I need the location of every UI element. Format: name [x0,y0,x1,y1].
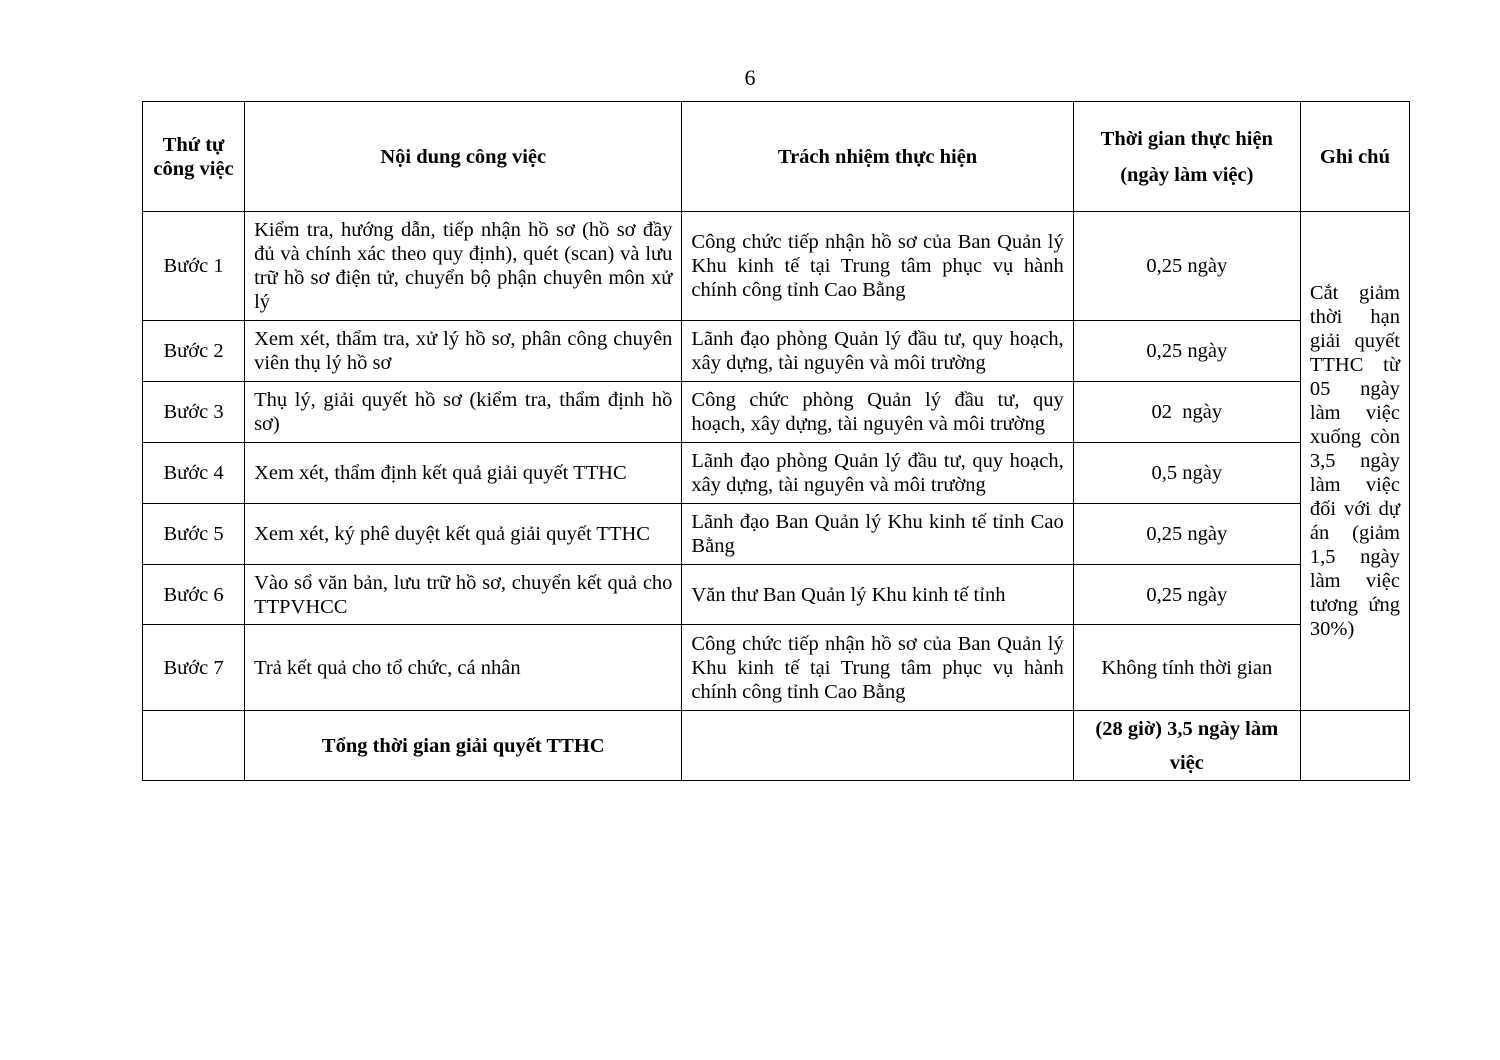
step-time: 02 ngày [1073,382,1300,443]
header-order: Thứ tự công việc [143,102,245,212]
step-time: Không tính thời gian [1073,625,1300,711]
table-row [143,504,1410,565]
total-label: Tổng thời gian giải quyết TTHC [245,711,682,781]
step-responsibility: Lãnh đạo phòng Quản lý đầu tư, quy hoạch, xây dựng, tài nguyên và môi trường [682,443,1073,504]
step-label: Bước 3 [143,382,245,443]
procedure-table [142,101,1410,781]
step-content: Trả kết quả cho tổ chức, cá nhân [245,625,682,711]
step-time: 0,25 ngày [1073,565,1300,625]
step-label: Bước 6 [143,565,245,625]
total-time: (28 giờ) 3,5 ngày làm việc [1073,711,1300,781]
step-content: Kiểm tra, hướng dẫn, tiếp nhận hồ sơ (hồ sơ đầy đủ và chính xác theo quy định), quét (scan) và lưu trữ hồ sơ điện tử, chuyển bộ phận chuyên môn xử lý [245,212,682,321]
step-responsibility: Công chức tiếp nhận hồ sơ của Ban Quản lý Khu kinh tế tại Trung tâm phục vụ hành chính công tỉnh Cao Bằng [682,212,1073,321]
table-row [143,382,1410,443]
step-responsibility: Lãnh đạo phòng Quản lý đầu tư, quy hoạch, xây dựng, tài nguyên và môi trường [682,321,1073,382]
step-responsibility: Công chức phòng Quản lý đầu tư, quy hoạch, xây dựng, tài nguyên và môi trường [682,382,1073,443]
table-row [143,212,1410,321]
header-time-line1: Thời gian thực hiện [1100,127,1273,150]
table-row [143,443,1410,504]
table-row [143,565,1410,625]
step-label: Bước 2 [143,321,245,382]
table-row [143,625,1410,711]
step-label: Bước 4 [143,443,245,504]
step-content: Thụ lý, giải quyết hồ sơ (kiểm tra, thẩm định hồ sơ) [245,382,682,443]
step-label: Bước 7 [143,625,245,711]
step-responsibility: Văn thư Ban Quản lý Khu kinh tế tỉnh [682,565,1073,625]
header-time-line2: (ngày làm việc) [1120,163,1254,186]
header-content: Nội dung công việc [245,102,682,212]
table-header-row [143,102,1410,212]
page-number: 6 [744,65,756,90]
step-content: Xem xét, thẩm định kết quả giải quyết TTHC [245,443,682,504]
step-content: Vào sổ văn bản, lưu trữ hồ sơ, chuyển kết quả cho TTPVHCC [245,565,682,625]
table-row [143,321,1410,382]
step-time: 0,25 ngày [1073,504,1300,565]
step-responsibility: Công chức tiếp nhận hồ sơ của Ban Quản lý Khu kinh tế tại Trung tâm phục vụ hành chính công tỉnh Cao Bằng [682,625,1073,711]
step-content: Xem xét, thẩm tra, xử lý hồ sơ, phân công chuyên viên thụ lý hồ sơ [245,321,682,382]
step-responsibility: Lãnh đạo Ban Quản lý Khu kinh tế tỉnh Cao Bằng [682,504,1073,565]
total-empty-cell [1300,711,1409,781]
step-time: 0,5 ngày [1073,443,1300,504]
header-time [1073,102,1300,212]
step-content: Xem xét, ký phê duyệt kết quả giải quyết TTHC [245,504,682,565]
total-empty-cell [143,711,245,781]
total-row [143,711,1410,781]
step-time: 0,25 ngày [1073,321,1300,382]
header-responsibility: Trách nhiệm thực hiện [682,102,1073,212]
note-cell: Cắt giảm thời hạn giải quyết TTHC từ 05 ngày làm việc xuống còn 3,5 ngày làm việc đối với dự án (giảm 1,5 ngày làm việc tương ứng 30%) [1300,212,1409,711]
step-label: Bước 5 [143,504,245,565]
step-label: Bước 1 [143,212,245,321]
total-empty-cell [682,711,1073,781]
step-time: 0,25 ngày [1073,212,1300,321]
header-note: Ghi chú [1300,102,1409,212]
